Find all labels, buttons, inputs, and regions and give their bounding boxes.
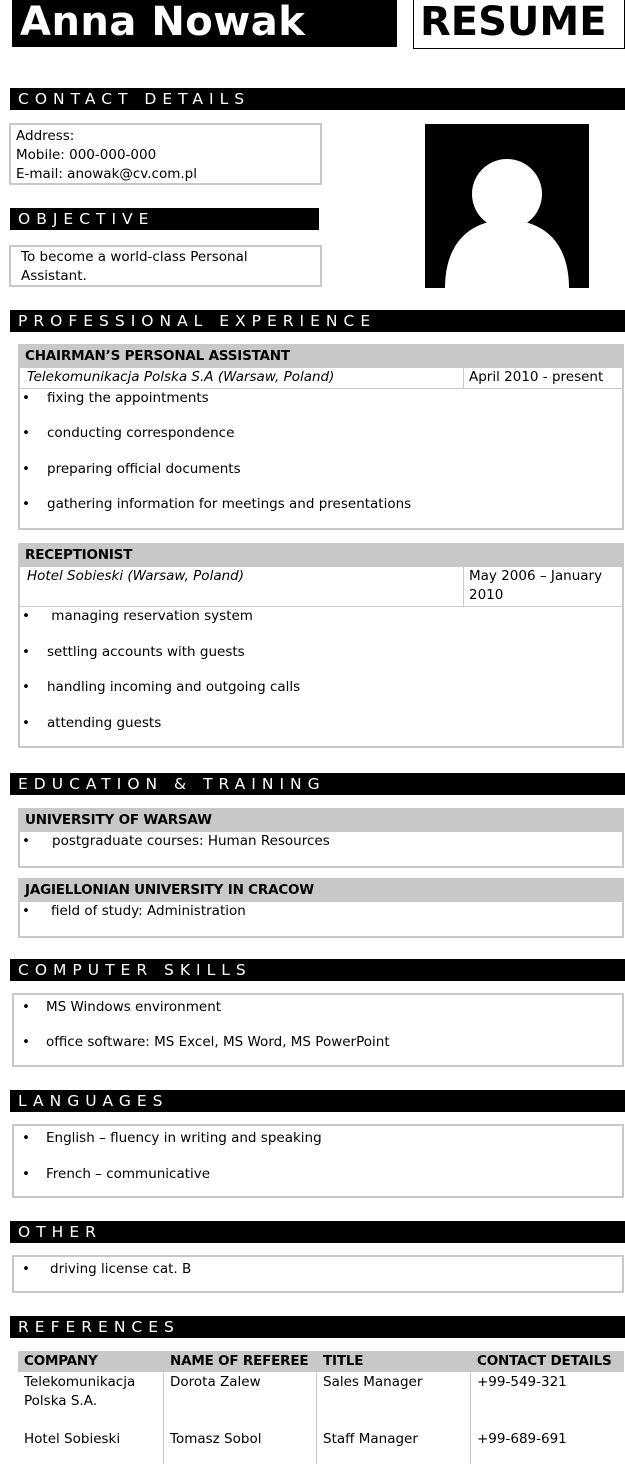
- job-duty: conducting correspondence: [47, 425, 235, 441]
- section-education-training: EDUCATION & TRAINING: [10, 773, 625, 795]
- references-header-title: TITLE: [323, 1353, 364, 1369]
- objective-line-1: To become a world-class Personal: [21, 249, 248, 265]
- bullet-icon: •: [22, 999, 30, 1015]
- job-dates: April 2010 - present: [469, 369, 604, 385]
- language-item: English – fluency in writing and speaking: [46, 1130, 322, 1146]
- other-item: driving license cat. B: [50, 1261, 192, 1277]
- education-institution: UNIVERSITY OF WARSAW: [20, 810, 622, 831]
- job-duty: preparing official documents: [47, 461, 241, 477]
- contact-box: [9, 123, 322, 185]
- job-duty: fixing the appointments: [47, 390, 209, 406]
- education-detail: field of study: Administration: [51, 903, 246, 919]
- job-entry: [18, 344, 624, 530]
- job-duty: settling accounts with guests: [47, 644, 245, 660]
- bullet-icon: •: [22, 461, 30, 477]
- section-languages: LANGUAGES: [10, 1090, 625, 1112]
- job-title: RECEPTIONIST: [20, 545, 622, 566]
- reference-company-line-2: Polska S.A.: [24, 1393, 97, 1409]
- education-entry: [18, 808, 624, 868]
- section-computer-skills: COMPUTER SKILLS: [10, 959, 625, 981]
- job-duty: gathering information for meetings and presentations: [47, 496, 412, 512]
- reference-name: Dorota Zalew: [170, 1374, 261, 1390]
- bullet-icon: •: [22, 679, 30, 695]
- bullet-icon: •: [22, 425, 30, 441]
- job-duty: managing reservation system: [47, 608, 253, 624]
- computer-skill: office software: MS Excel, MS Word, MS PowerPoint: [46, 1034, 390, 1050]
- education-detail: postgraduate courses: Human Resources: [52, 833, 330, 849]
- reference-contact: +99-549-321: [477, 1374, 567, 1390]
- profile-photo-placeholder: [425, 124, 589, 288]
- language-item: French – communicative: [46, 1166, 211, 1182]
- reference-company: Telekomunikacja: [24, 1374, 136, 1390]
- objective-box: [9, 245, 322, 287]
- contact-email: E-mail: anowak@cv.com.pl: [16, 166, 197, 182]
- education-entry: [18, 878, 624, 938]
- bullet-icon: •: [22, 496, 30, 512]
- bullet-icon: •: [22, 1130, 30, 1146]
- bullet-icon: •: [22, 644, 30, 660]
- computer-skills-box: [12, 993, 624, 1067]
- contact-address: Address:: [16, 128, 75, 144]
- reference-company: Hotel Sobieski: [24, 1431, 121, 1447]
- job-title: CHAIRMAN’S PERSONAL ASSISTANT: [20, 346, 622, 367]
- bullet-icon: •: [22, 1261, 30, 1277]
- job-company: Telekomunikacja Polska S.A (Warsaw, Poland): [27, 369, 335, 385]
- other-box: [12, 1255, 624, 1293]
- education-institution: JAGIELLONIAN UNIVERSITY IN CRACOW: [20, 880, 622, 901]
- references-table: [18, 1351, 624, 1464]
- person-silhouette-icon: [425, 124, 589, 288]
- job-duty: attending guests: [47, 715, 162, 731]
- bullet-icon: •: [22, 1034, 30, 1050]
- references-header-company: COMPANY: [24, 1353, 98, 1369]
- job-company: Hotel Sobieski (Warsaw, Poland): [27, 568, 244, 584]
- job-entry: [18, 543, 624, 748]
- bullet-icon: •: [22, 715, 30, 731]
- objective-line-2: Assistant.: [21, 268, 87, 284]
- reference-name: Tomasz Sobol: [170, 1431, 262, 1447]
- job-dates-line-1: May 2006 – January: [469, 568, 603, 584]
- section-other: OTHER: [10, 1221, 625, 1243]
- references-header-name: NAME OF REFEREE: [170, 1353, 309, 1369]
- job-duty: handling incoming and outgoing calls: [47, 679, 301, 695]
- resume-title: RESUME: [420, 0, 607, 45]
- computer-skill: MS Windows environment: [46, 999, 222, 1015]
- candidate-name: Anna Nowak: [12, 0, 397, 47]
- languages-box: [12, 1124, 624, 1198]
- section-references: REFERENCES: [10, 1316, 625, 1338]
- section-contact-details: CONTACT DETAILS: [10, 88, 625, 110]
- bullet-icon: •: [22, 833, 30, 849]
- bullet-icon: •: [22, 903, 30, 919]
- contact-mobile: Mobile: 000-000-000: [16, 147, 157, 163]
- bullet-icon: •: [22, 390, 30, 406]
- references-header-contact: CONTACT DETAILS: [477, 1353, 612, 1369]
- section-objective: OBJECTIVE: [10, 208, 319, 230]
- bullet-icon: •: [22, 608, 30, 624]
- reference-title: Staff Manager: [323, 1431, 418, 1447]
- section-professional-experience: PROFESSIONAL EXPERIENCE: [10, 310, 625, 332]
- bullet-icon: •: [22, 1166, 30, 1182]
- job-dates-line-2: 2010: [469, 587, 504, 603]
- reference-title: Sales Manager: [323, 1374, 423, 1390]
- reference-contact: +99-689-691: [477, 1431, 567, 1447]
